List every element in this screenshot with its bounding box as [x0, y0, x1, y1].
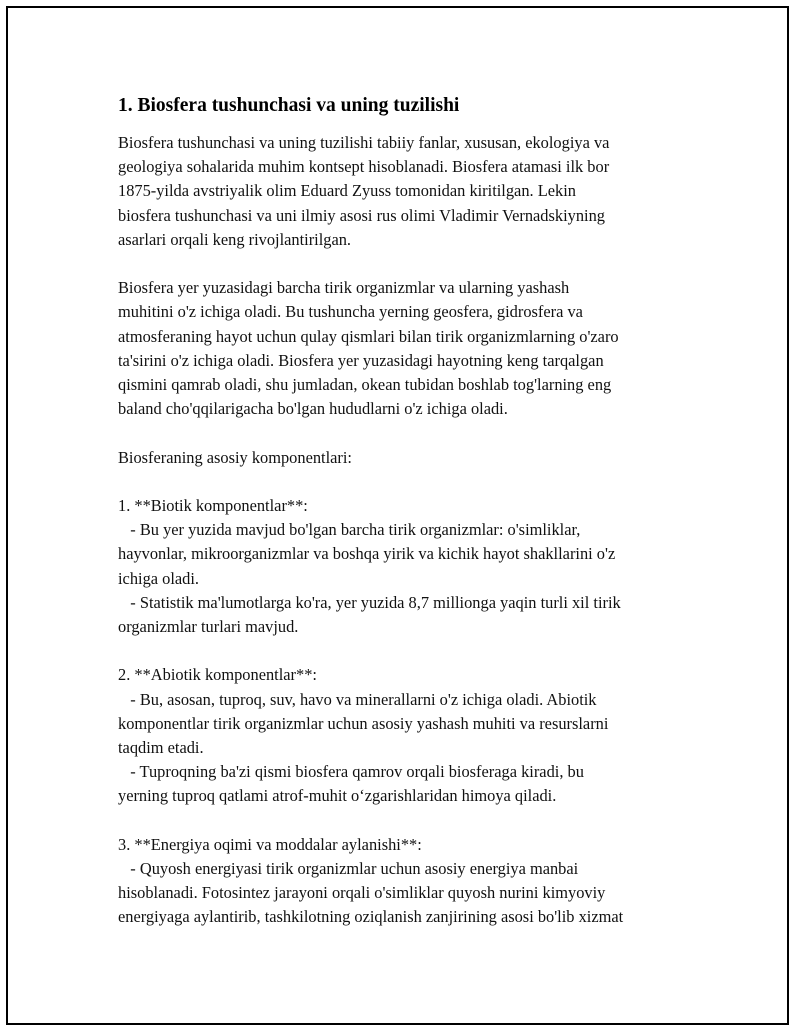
- paragraph-gap: [118, 809, 693, 833]
- list-item-biotic: 1. **Biotik komponentlar**: - Bu yer yuzida mavjud bo'lgan barcha tirik organizmlar: o'simliklar, hayvonlar, mikroorganizmlar va boshqa yirik va kichik hayot shakllarini o'z ichiga oladi. - Statistik ma'lumotlarga ko'ra, yer yuzida 8,7 millionga yaqin turli xil tirik organizmlar turlari mavjud.: [118, 496, 621, 637]
- section-heading: 1. Biosfera tushunchasi va uning tuzilishi: [118, 95, 460, 116]
- paragraph-gap: [118, 252, 693, 276]
- list-item-abiotic: 2. **Abiotik komponentlar**: - Bu, asosan, tuproq, suv, havo va minerallarni o'z ichiga oladi. Abiotik komponentlar tirik organizmlar uchun asosiy yashash muhiti va resurslarni taqdim etadi. - Tuproqning ba'zi qismi biosfera qamrov orqali biosferaga kiradi, bu yerning tuproq qatlami atrof-muhit o‘zgarishlaridan himoya qiladi.: [118, 665, 609, 806]
- paragraph-gap: [118, 421, 693, 445]
- paragraph-gap: [118, 470, 693, 494]
- list-item-energy: 3. **Energiya oqimi va moddalar aylanishi**: - Quyosh energiyasi tirik organizmlar uchun asosiy energiya manbai hisoblanadi. Fotosintez jarayoni orqali o'simliklar quyosh nurini kimyoviy energiyaga aylantirib, tashkilotning oziqlanish zanjirining asosi bo'lib xizmat: [118, 834, 624, 927]
- intro-paragraph: Biosfera tushunchasi va uning tuzilishi tabiiy fanlar, xususan, ekologiya va geologiya sohalarida muhim kontsept hisoblanadi. Biosfera atamasi ilk bor 1875-yilda avstriyalik olim Eduard Zyuss tomonidan kiritilgan. Lekin biosfera tushunchasi va uni ilmiy asosi rus olimi Vladimir Vernadskiyning asarlari orqali keng rivojlantirilgan.: [118, 133, 610, 249]
- definition-paragraph: Biosfera yer yuzasidagi barcha tirik organizmlar va ularning yashash muhitini o'z ichiga oladi. Bu tushuncha yerning geosfera, gidrosfera va atmosferaning hayot uchun qulay qismlari bilan tirik organizmlarning o'zaro ta'sirini o'z ichiga oladi. Biosfera yer yuzasidagi hayotning keng tarqalgan qismini qamrab oladi, shu jumladan, okean tubidan boshlab tog'larning eng baland cho'qqilarigacha bo'lgan hududlarni o'z ichiga oladi.: [118, 278, 619, 419]
- document-content: [118, 93, 693, 930]
- components-intro: Biosferaning asosiy komponentlari:: [118, 447, 352, 467]
- paragraph-gap: [118, 639, 693, 663]
